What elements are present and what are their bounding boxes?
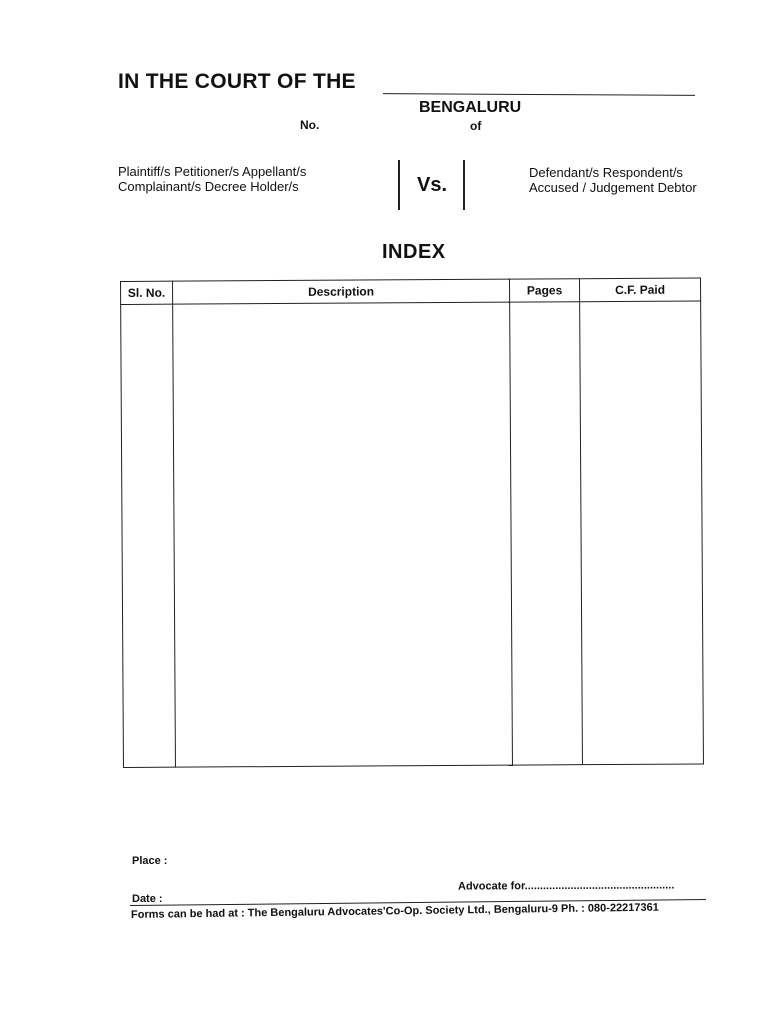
column-header-description: Description: [173, 279, 510, 304]
date-label: Date :: [132, 893, 163, 905]
plaintiff-line-1: Plaintiff/s Petitioner/s Appellant/s: [118, 164, 307, 179]
defendant-line-2: Accused / Judgement Debtor: [529, 180, 697, 195]
index-body-row: [121, 301, 704, 768]
column-header-pages: Pages: [509, 279, 579, 302]
case-number-label: No.: [300, 118, 320, 132]
index-title: INDEX: [382, 241, 446, 263]
footer-note: Forms can be had at : The Bengaluru Advocates'Co-Op. Society Ltd., Bengaluru-9 Ph. : 080-22217361: [130, 901, 659, 921]
city-name: BENGALURU: [419, 99, 522, 116]
cf-paid-cell: [580, 301, 704, 765]
plaintiff-block: [118, 164, 306, 194]
pages-cell: [510, 302, 583, 765]
plaintiff-line-2: Complainant/s Decree Holder/s: [118, 179, 299, 194]
case-year-label: of: [470, 119, 482, 133]
versus-label: Vs.: [417, 174, 448, 196]
place-label: Place :: [132, 855, 168, 867]
court-title: IN THE COURT OF THE: [118, 70, 356, 93]
defendant-block: [529, 165, 697, 195]
defendant-line-1: Defendant/s Respondent/s: [529, 165, 683, 180]
column-header-cf-paid: C.F. Paid: [579, 278, 700, 302]
advocate-for-label: Advocate for.................................................: [457, 879, 675, 893]
versus-left-bar: [398, 160, 400, 210]
versus-right-bar: [463, 160, 465, 210]
court-name-blank-line: [383, 93, 695, 96]
index-table: [120, 277, 703, 768]
sl-no-cell: [121, 304, 176, 767]
column-header-sl-no: Sl. No.: [121, 281, 173, 304]
description-cell: [173, 302, 513, 767]
